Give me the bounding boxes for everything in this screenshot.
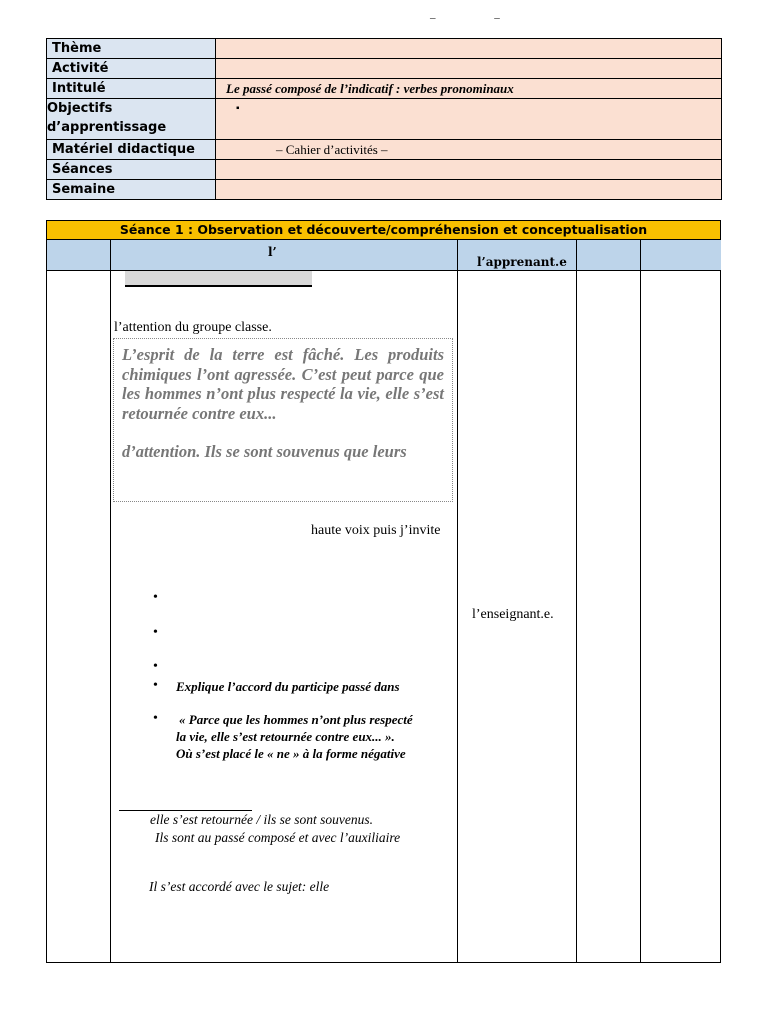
header-cell-1 xyxy=(47,240,111,271)
bullet-4-text: Explique l’accord du participe passé dans xyxy=(176,679,400,694)
theme-value[interactable] xyxy=(216,39,722,59)
intitule-value[interactable]: Le passé composé de l’indicatif : verbes pronominaux xyxy=(216,79,722,99)
header-dashes: – – xyxy=(430,12,528,24)
bullet-2: • xyxy=(153,625,158,640)
attention-line: l’attention du groupe classe. xyxy=(114,320,272,335)
theme-label: Thème xyxy=(47,39,216,59)
answer-line-1: elle s’est retournée / ils se sont souvenus. xyxy=(150,812,373,827)
row-materiel xyxy=(47,140,722,160)
objectifs-label-line1: Objectifs xyxy=(47,101,113,116)
haute-voix-line: haute voix puis j’invite xyxy=(311,523,441,538)
seance-table xyxy=(46,220,721,963)
col-apprenant-heading: l’apprenant.e xyxy=(477,255,567,269)
bullet-5: • xyxy=(153,711,158,726)
row-semaine xyxy=(47,180,722,200)
grey-heading-bar xyxy=(125,271,312,287)
row-theme xyxy=(47,39,722,59)
semaine-value[interactable] xyxy=(216,180,722,200)
header-cell-4 xyxy=(577,240,641,271)
seance-title: Séance 1 : Observation et découverte/compréhension et conceptualisation xyxy=(47,221,720,240)
col-divider-3 xyxy=(576,240,577,962)
row-seances xyxy=(47,160,722,180)
col-divider-1 xyxy=(110,240,111,962)
header-cell-5 xyxy=(641,240,721,271)
seances-label: Séances xyxy=(47,160,216,180)
quote-box xyxy=(113,338,453,502)
objectifs-bullet-icon: ▪ xyxy=(236,103,240,114)
activite-label: Activité xyxy=(47,59,216,79)
objectifs-value[interactable] xyxy=(216,99,722,140)
lesson-info-table xyxy=(46,38,722,200)
answer-underline xyxy=(119,810,252,811)
bullet-3: • xyxy=(153,659,158,674)
materiel-value[interactable]: – Cahier d’activités – xyxy=(216,140,722,160)
enseignant-label: l’enseignant.e. xyxy=(472,607,554,622)
bullet-1: • xyxy=(153,590,158,605)
quote-paragraph-2: d’attention. Ils se sont souvenus que leurs xyxy=(122,442,407,461)
intitule-label: Intitulé xyxy=(47,79,216,99)
col-divider-4 xyxy=(640,240,641,962)
materiel-label: Matériel didactique xyxy=(47,140,216,160)
answer-line-2: Ils sont au passé composé et avec l’auxiliaire xyxy=(155,830,401,845)
objectifs-label-line2: d’apprentissage xyxy=(47,120,167,135)
semaine-label: Semaine xyxy=(47,180,216,200)
col-enseignant-heading: l’ xyxy=(268,245,277,259)
bullet-5-line3: Où s’est placé le « ne » à la forme négative xyxy=(176,746,406,761)
answer-line-3: Il s’est accordé avec le sujet: elle xyxy=(149,879,330,894)
row-objectifs xyxy=(47,99,722,140)
header-cell-enseignant xyxy=(111,240,458,271)
bullet-4: • xyxy=(153,678,158,693)
bullet-5-line2: la vie, elle s’est retournée contre eux... ». xyxy=(176,729,395,744)
objectifs-label xyxy=(47,99,216,140)
col-divider-2 xyxy=(457,240,458,962)
row-intitule xyxy=(47,79,722,99)
bullet-5-line1: « Parce que les hommes n’ont plus respecté xyxy=(179,712,413,727)
seances-value[interactable] xyxy=(216,160,722,180)
activite-value[interactable] xyxy=(216,59,722,79)
quote-paragraph-1: L’esprit de la terre est fâché. Les produits chimiques l’ont agressée. C’est peut parce que les hommes n’ont plus respecté la vie, elle s’est retournée contre eux... xyxy=(122,345,444,423)
row-activite xyxy=(47,59,722,79)
